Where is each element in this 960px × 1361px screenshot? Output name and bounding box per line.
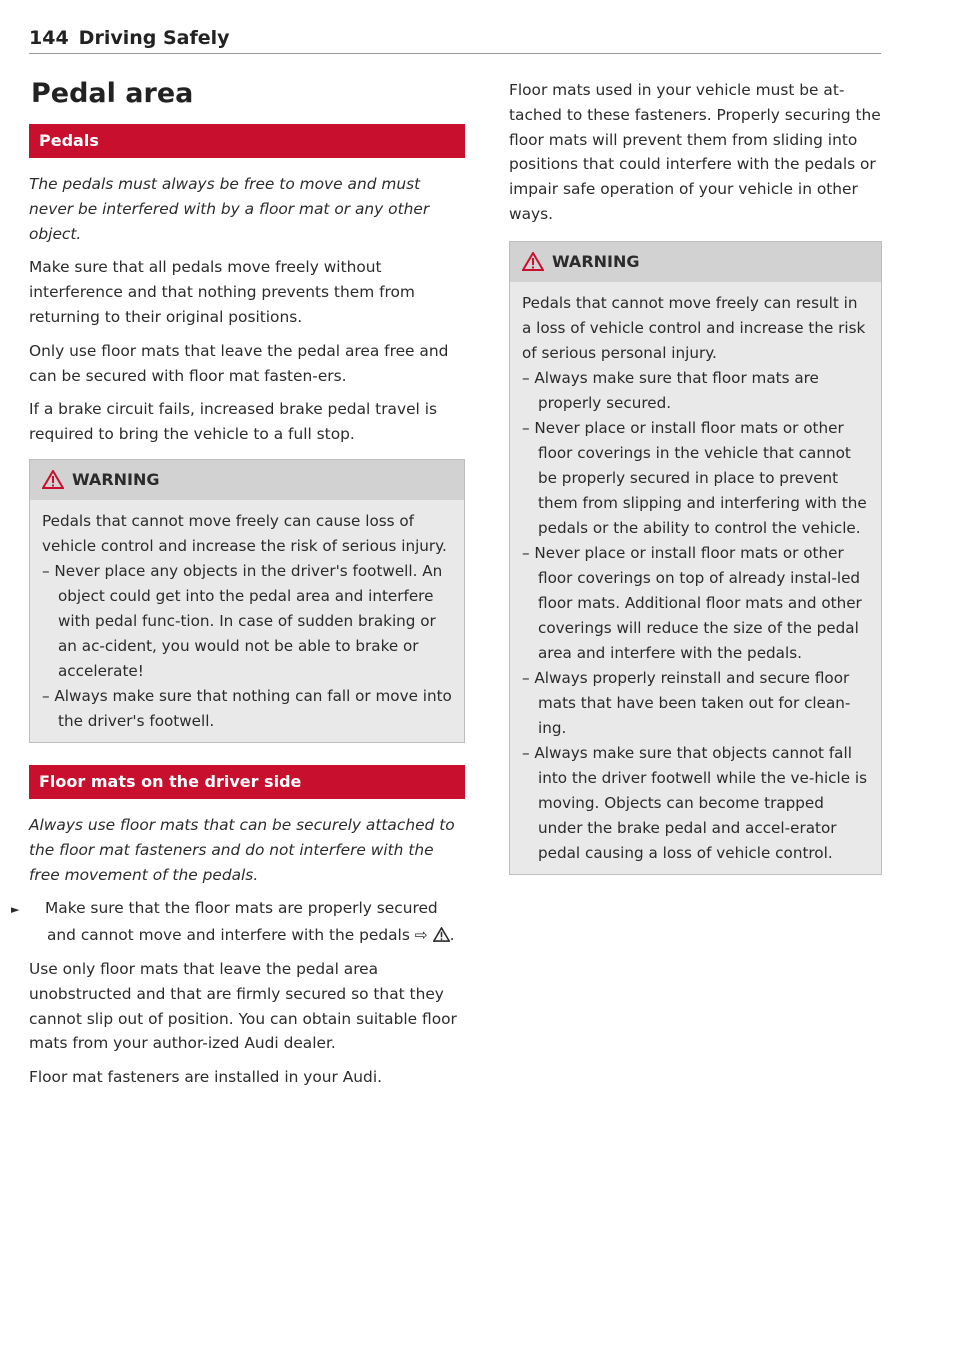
paragraph: Floor mats used in your vehicle must be at-tached to these fasteners. Properly securing the floor mats will prevent them from sliding into positions that could interfere with the pedals or impair safe operation of your vehicle in other ways. xyxy=(509,81,881,223)
page-header xyxy=(29,22,881,54)
warning-triangle-icon xyxy=(522,252,544,271)
warning-label: WARNING xyxy=(72,470,160,490)
reference-arrow-icon[interactable]: ⇨ xyxy=(414,926,428,945)
paragraph: Make sure that all pedals move freely without interference and that nothing prevents them from returning to their original positions. xyxy=(29,258,415,326)
paragraph: Floor mat fasteners are installed in your Audi. xyxy=(29,1068,382,1087)
paragraph: If a brake circuit fails, increased brake pedal travel is required to bring the vehicle to a full stop. xyxy=(29,400,438,444)
warning-triangle-icon xyxy=(42,470,64,489)
paragraph: Use only floor mats that leave the pedal area unobstructed and that are firmly secured so that they cannot slip out of position. You can obtain suitable floor mats from your author-ized Audi dealer. xyxy=(29,959,457,1053)
warning-label: WARNING xyxy=(552,252,640,272)
action-step xyxy=(11,896,465,948)
warning-text: Pedals that cannot move freely can cause loss of vehicle control and increase the risk of serious injury. xyxy=(42,511,447,555)
warning-box xyxy=(509,241,882,875)
paragraph: Only use floor mats that leave the pedal area free and can be secured with floor mat fasten-ers. xyxy=(29,341,449,385)
action-text: Make sure that the floor mats are properly secured and cannot move and interfere with the pedals xyxy=(45,899,438,945)
section-title: Driving Safely xyxy=(78,27,230,49)
warning-item: – Never place or install floor mats or other floor coverings in the vehicle that cannot be properly secured in place to prevent them from slipping and interfering with the pedals or the ability to control the vehicle. xyxy=(522,418,867,537)
warning-item: – Always make sure that floor mats are properly secured. xyxy=(522,368,819,412)
warning-item: – Always properly reinstall and secure floor mats that have been taken out for clean-ing. xyxy=(522,668,851,737)
warning-body xyxy=(510,282,881,874)
warning-header xyxy=(30,460,464,500)
warning-item: – Never place any objects in the driver's footwell. An object could get into the pedal area and interfere with pedal func-tion. In case of sudden braking or an ac-cident, you would not be able to brake or accelerate! xyxy=(42,561,443,680)
warning-item: – Always make sure that objects cannot fall into the driver footwell while the ve-hicle is moving. Objects can become trapped under the brake pedal and accel-erator pedal causing a loss of vehicle control. xyxy=(522,743,868,862)
left-column xyxy=(11,72,465,1099)
action-end: . xyxy=(449,926,455,945)
floor-mats-intro: Always use floor mats that can be securely attached to the floor mat fasteners and do not interfere with the free movement of the pedals. xyxy=(29,815,455,884)
action-arrow-icon: ► xyxy=(11,903,20,917)
pedals-intro: The pedals must always be free to move and must never be interfered with by a floor mat or any other object. xyxy=(29,175,430,243)
page-title: Pedal area xyxy=(31,78,194,109)
right-column xyxy=(509,78,882,891)
warning-header xyxy=(510,242,881,282)
warning-text: Pedals that cannot move freely can result in a loss of vehicle control and increase the risk of serious personal injury. xyxy=(522,293,866,362)
warning-item: – Always make sure that nothing can fall or move into the driver's footwell. xyxy=(42,686,452,730)
warning-box xyxy=(29,459,465,743)
warning-item: – Never place or install floor mats or other floor coverings on top of already instal-led floor mats. Additional floor mats and other coverings will reduce the size of the pedal area and interfere with the pedals. xyxy=(522,543,862,662)
warning-reference-icon[interactable] xyxy=(433,927,450,942)
warning-body xyxy=(30,500,464,742)
page-number: 144 xyxy=(29,27,69,49)
section-heading-pedals: Pedals xyxy=(29,124,465,158)
section-heading-floor-mats: Floor mats on the driver side xyxy=(29,765,465,799)
